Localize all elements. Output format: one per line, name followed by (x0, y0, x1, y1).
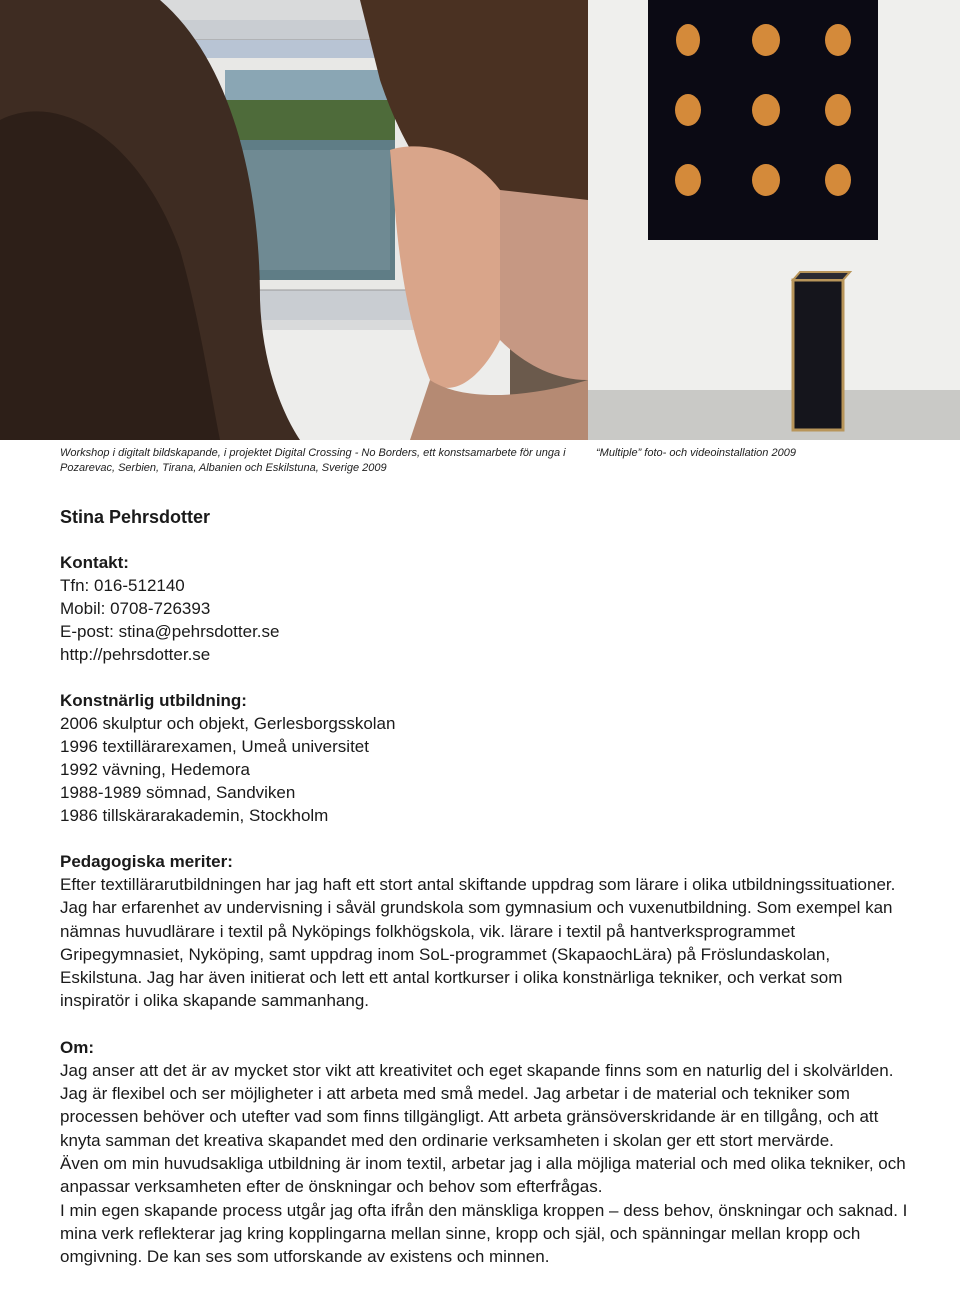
pedagogy-text: Efter textillärarutbildningen har jag haft ett stort antal skiftande uppdrag som lärare i olika utbildningssituationer. Jag har erfarenhet av undervisning i såväl grundskola som gymnasium och vuxenutbildning. Som exempel kan nämnas huvudlärare i textil på Nyköpings folkhögskola, vik. lärare i textil på hantverksprogrammet Gripegymnasiet, Nyköping, samt uppdrag inom SoL-programmet (SkapaochLära) på Fröslundaskolan, Eskilstuna. Jag har även initierat och lett ett antal kortkurser i olika konstnärliga tekniker, och verkat som inspiratör i olika skapande sammanhang. (60, 875, 896, 1011)
website-line: http://pehrsdotter.se (60, 645, 211, 664)
phone-line: Tfn: 016-512140 (60, 576, 185, 595)
about-paragraph: I min egen skapande process utgår jag ofta ifrån den mänskliga kroppen – dess behov, önskningar och saknad. I mina verk reflekterar jag kring kopplingarna mellan sinne, kropp och själ, och spänningar mellan kropp och omgivning. De kan ses som utforskande av existens och minnen. (60, 1200, 908, 1267)
about-section (60, 1036, 910, 1269)
education-item: 1992 vävning, Hedemora (60, 760, 250, 779)
education-item: 1996 textillärarexamen, Umeå universitet (60, 737, 369, 756)
contact-heading: Kontakt: (60, 553, 129, 572)
installation-photo (588, 0, 960, 440)
education-section (60, 689, 910, 827)
workshop-photo-illustration (0, 0, 588, 440)
about-paragraph: Även om min huvudsakliga utbildning är inom textil, arbetar jag i alla möjliga material och med olika tekniker, och anpassar verksamheten efter de önskningar och behov som efterfrågas. (60, 1153, 906, 1197)
about-paragraph: Jag anser att det är av mycket stor vikt att kreativitet och eget skapande finns som en naturlig del i skolvärlden. Jag är flexibel och ser möjligheter i att arbeta med små medel. Jag arbetar i de material och tekniker som processen behöver och utefter vad som finns tillgängligt. Att arbeta gränsöverskridande är en tillgång, och att knyta samman det kreativa skapandet med den ordinarie verksamheten i skolan ger ett stort mervärde. (60, 1060, 894, 1150)
workshop-photo (0, 0, 588, 440)
mobile-line: Mobil: 0708-726393 (60, 599, 211, 618)
person-name: Stina Pehrsdotter (60, 507, 211, 527)
pedagogy-section (60, 850, 910, 1013)
workshop-caption: Workshop i digitalt bildskapande, i projektet Digital Crossing - No Borders, ett konstsamarbete för unga i Pozarevac, Serbien, Tirana, Albanien och Eskilstuna, Sverige 2009 (60, 447, 566, 474)
education-heading: Konstnärlig utbildning: (60, 691, 247, 710)
about-heading: Om: (60, 1037, 94, 1057)
contact-section (60, 551, 910, 666)
installation-description: foto- och videoinstallation 2009 (641, 447, 796, 459)
installation-title: “Multiple” (596, 447, 642, 459)
installation-photo-illustration (588, 0, 960, 440)
education-item: 1986 tillskärarakademin, Stockholm (60, 806, 329, 825)
cv-content (60, 505, 910, 1291)
education-item: 2006 skulptur och objekt, Gerlesborgsskolan (60, 714, 396, 733)
pedagogy-heading: Pedagogiska meriter: (60, 852, 233, 871)
email-line: E-post: stina@pehrsdotter.se (60, 622, 280, 641)
education-item: 1988-1989 sömnad, Sandviken (60, 783, 296, 802)
installation-caption (596, 446, 956, 461)
